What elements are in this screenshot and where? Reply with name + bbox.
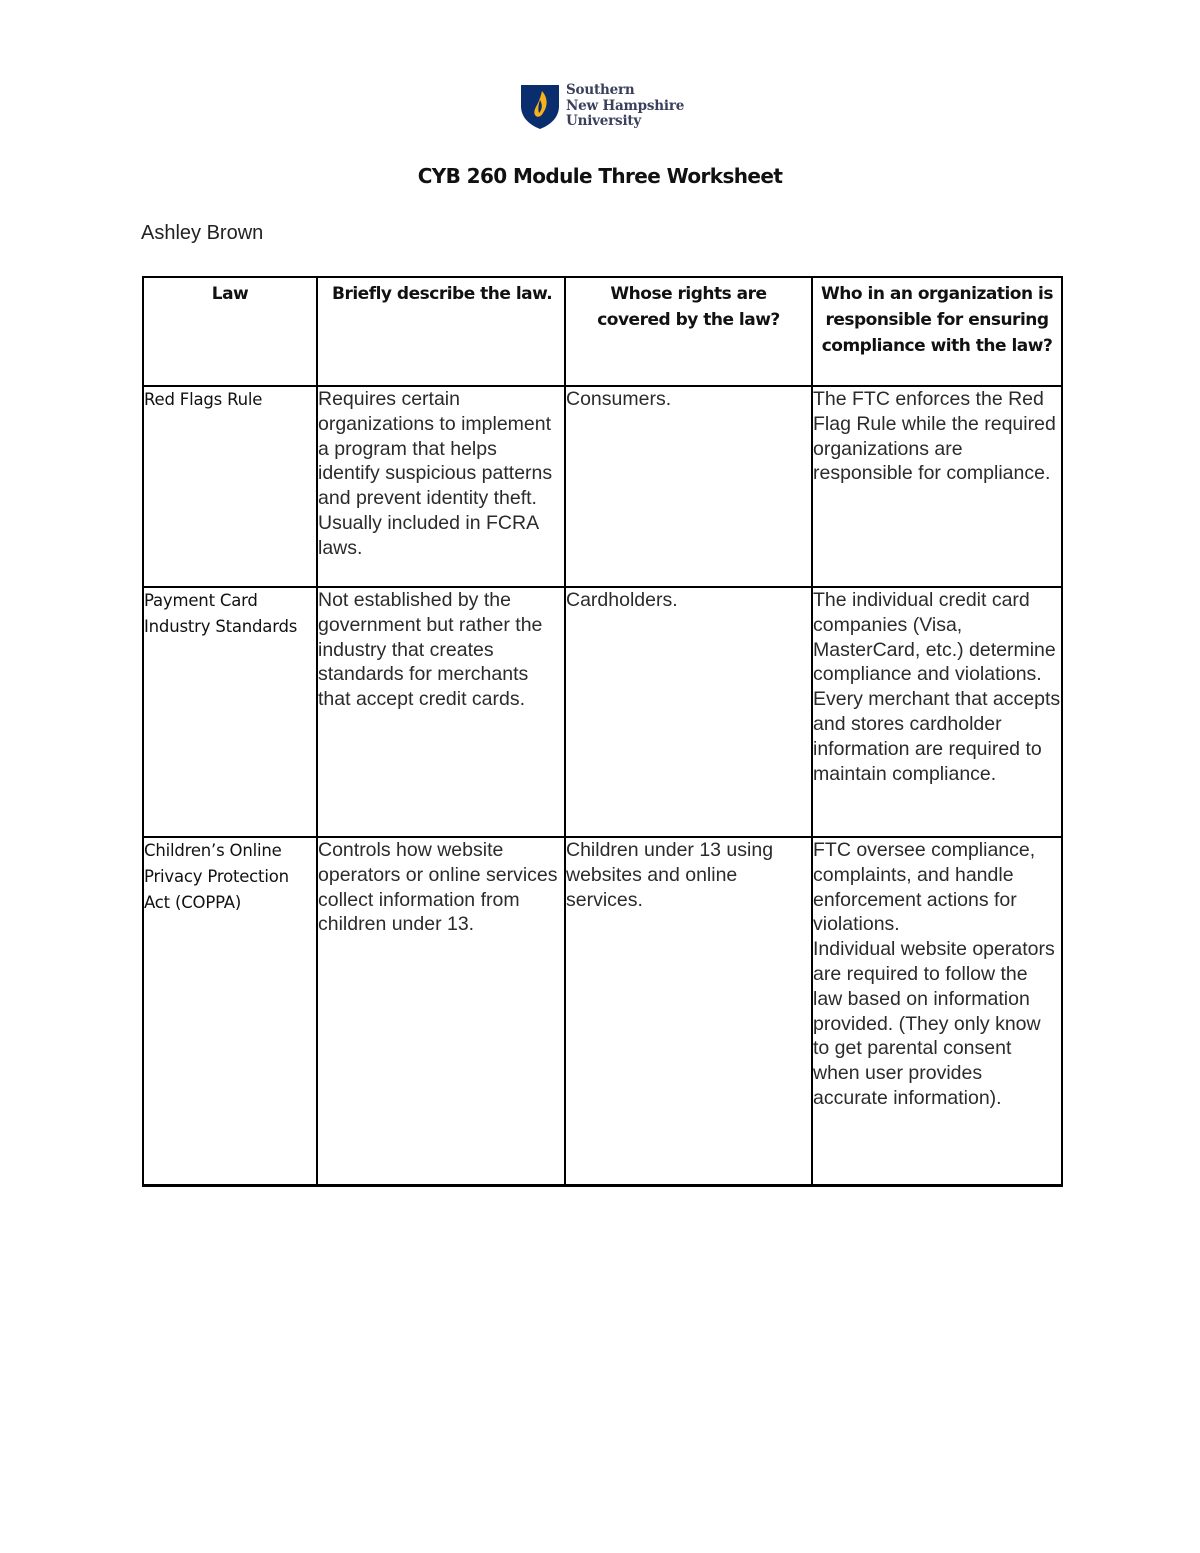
logo-line-2: New Hampshire [566,97,685,114]
table-row [143,587,1062,837]
whose-rights-cell: Children under 13 using websites and online services. [565,837,812,1186]
description-cell: Not established by the government but rather the industry that creates standards for merchants that accept credit cards. [317,587,565,837]
table-header-row [143,277,1062,386]
header-responsible: Who in an organization is responsible for ensuring compliance with the law? [812,277,1062,386]
responsible-paragraph: The individual credit card companies (Visa, MasterCard, etc.) determine compliance and violations. [813,589,1056,686]
whose-rights-cell: Cardholders. [565,587,812,837]
whose-rights-cell: Consumers. [565,386,812,587]
description-cell: Requires certain organizations to implement a program that helps identify suspicious patterns and prevent identity theft. Usually included in FCRA laws. [317,386,565,587]
law-name-cell: Payment Card Industry Standards [143,587,317,837]
responsible-cell [812,587,1062,837]
header-law: Law [143,277,317,386]
law-name-cell: Children’s Online Privacy Protection Act (COPPA) [143,837,317,1186]
logo-line-1: Southern [566,82,635,98]
responsible-paragraph: FTC oversee compliance, complaints, and handle enforcement actions for violations. [813,839,1036,936]
law-name-cell: Red Flags Rule [143,386,317,587]
responsible-paragraph: Every merchant that accepts and stores cardholder information are required to maintain compliance. [813,688,1061,785]
responsible-cell [812,837,1062,1186]
university-name [566,83,684,130]
university-logo [520,82,690,134]
header-whose-rights: Whose rights are covered by the law? [565,277,812,386]
law-comparison-table [142,276,1063,1187]
shield-flame-icon [520,82,560,130]
author-name: Ashley Brown [141,222,264,244]
description-cell: Controls how website operators or online services collect information from children under 13. [317,837,565,1186]
table-row [143,386,1062,587]
responsible-paragraph: Individual website operators are required to follow the law based on information provided. (They only know to get parental consent when user provides accurate information). [813,938,1055,1109]
responsible-cell: The FTC enforces the Red Flag Rule while the required organizations are responsible for compliance. [812,386,1062,587]
table-row [143,837,1062,1186]
header-describe: Briefly describe the law. [317,277,565,386]
document-title: CYB 260 Module Three Worksheet [417,164,783,188]
logo-line-3: University [566,113,642,129]
